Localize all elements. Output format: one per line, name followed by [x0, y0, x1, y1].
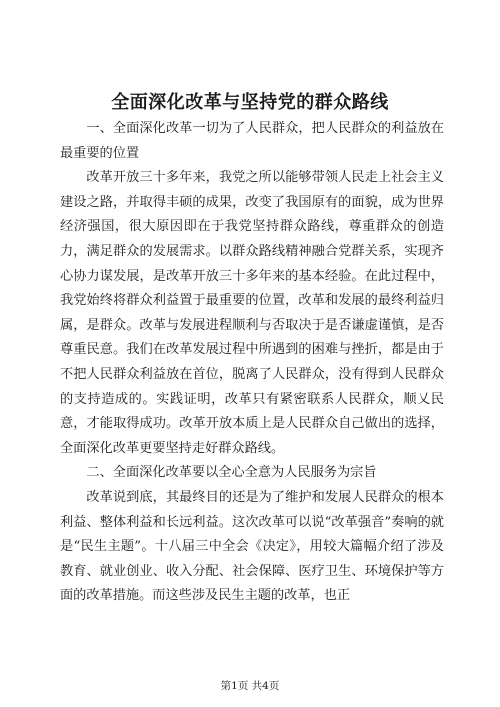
document-body	[60, 117, 444, 609]
section-heading-1: 一、全面深化改革一切为了人民群众，把人民群众的利益放在最重要的位置	[60, 121, 444, 161]
body-paragraph-2: 改革说到底，其最终目的还是为了维护和发展人民群众的根本利益、整体利益和长远利益。这次改革可以说“改革强音”奏响的就是“民生主题”。十八届三中全会《决定》，用较大篇幅介绍了涉及教育、就业创业、收入分配、社会保障、医疗卫生、环境保护等方面的改革措施。而这些涉及民生主题的改革，也正	[60, 489, 444, 604]
page-number: 第1页 共4页	[220, 680, 280, 692]
body-paragraph-1: 改革开放三十多年来，我党之所以能够带领人民走上社会主义建设之路，并取得丰硕的成果，改变了我国原有的面貌，成为世界经济强国，很大原因即在于我党坚持群众路线，尊重群众的创造力，满足群众的发展需求。以群众路线精神融合党群关系，实现齐心协力谋发展，是改革开放三十多年来的基本经验。在此过程中，我党始终将群众利益置于最重要的位置，改革和发展的最终利益归属，是群众。改革与发展进程顺利与否取决于是否谦虚谨慎，是否尊重民意。我们在改革发展过程中所遇到的困难与挫折，都是由于不把人民群众利益放在首位，脱离了人民群众，没有得到人民群众的支持造成的。实践证明，改革只有紧密联系人民群众，顺乂民意，才能取得成功。改革开放本质上是人民群众自己做出的选择，全面深化改革更要坚持走好群众路线。	[60, 170, 444, 456]
document-title: 全面深化改革与坚持党的群众路线	[111, 92, 389, 113]
section-heading-2: 二、全面深化改革要以全心全意为人民服务为宗旨	[86, 465, 377, 481]
